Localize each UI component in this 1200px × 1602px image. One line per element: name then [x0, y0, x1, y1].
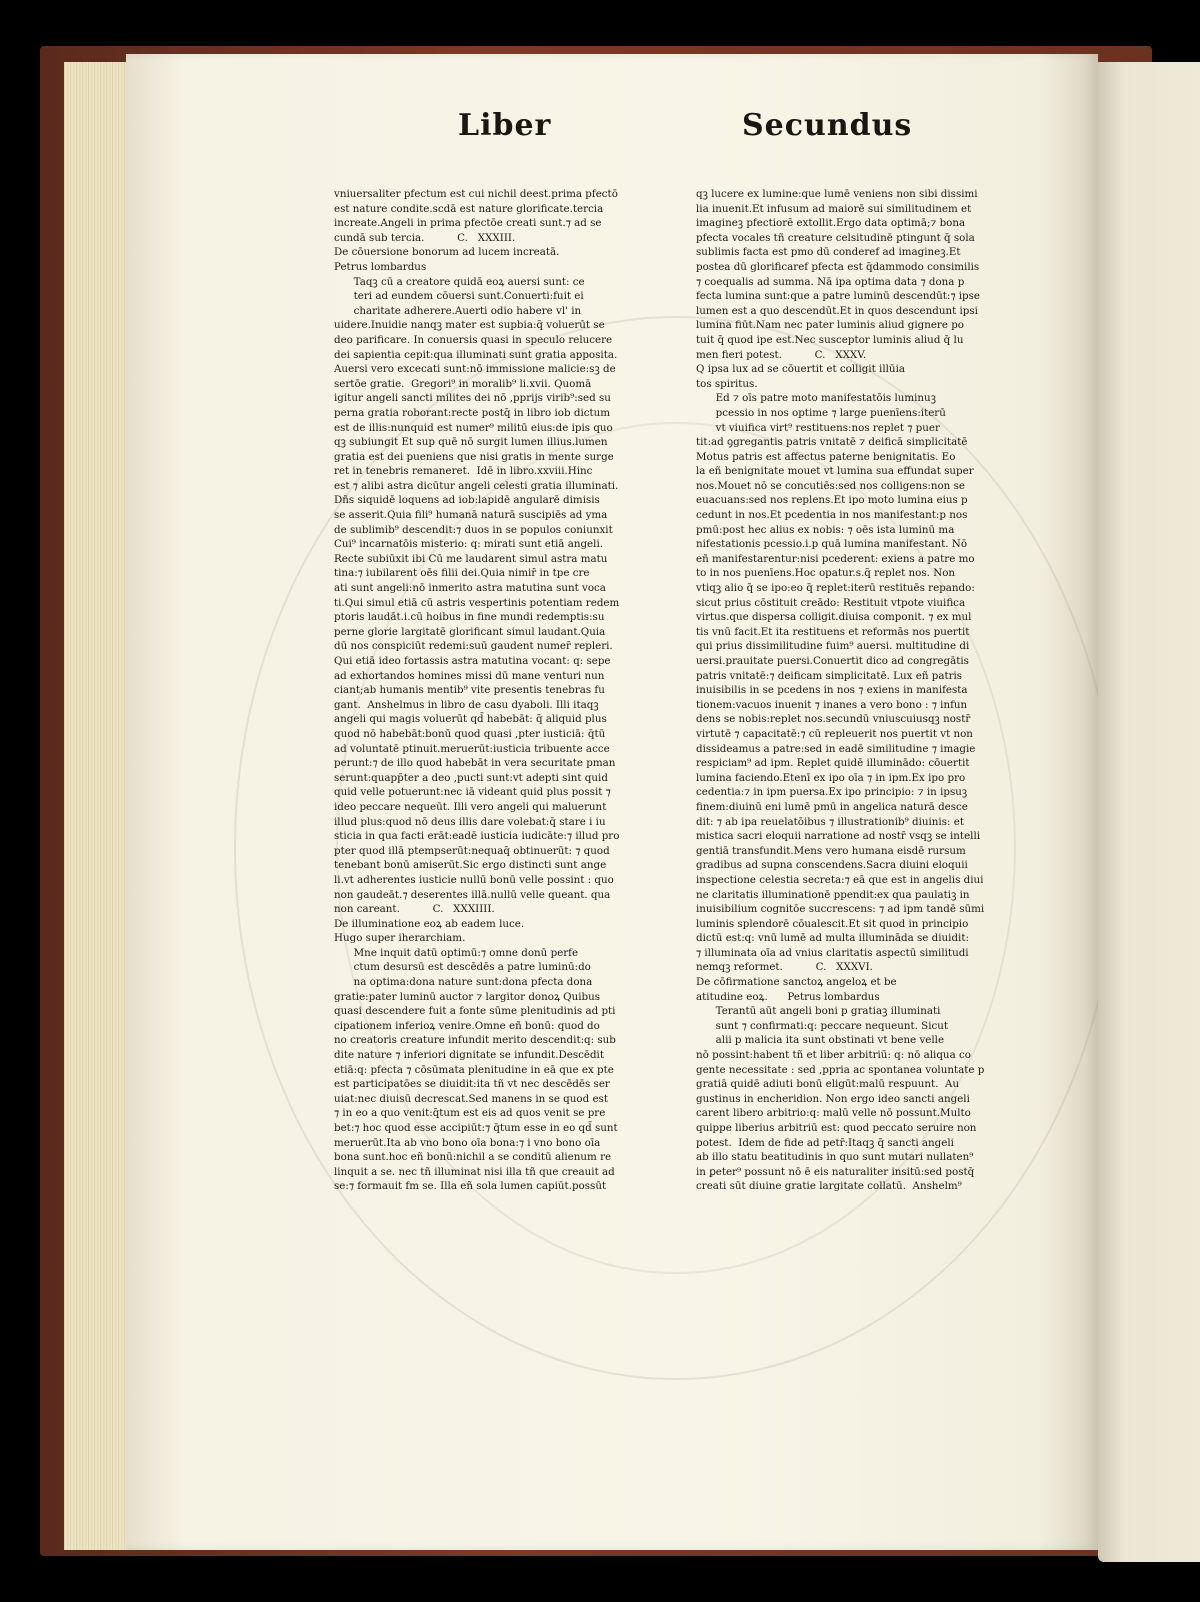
text-column-left: vniuersaliter pfectum est cui nichil deest.prima pfectō est nature condite.scdā est nature glorificate.tercia increate.Angeli in prima pfectōe creati sunt.⁊ ad se cundā sub tercia. C. XXXIII. De cōuersione bonorum ad lucem increatā. Petrus lombardus Taqꝫ cū a creatore quidā eoꝝ auersi sunt: ce teri ad eundem cōuersi sunt.Conuerti:fuit ei charitate adherere.Auerti odio habere vl' in uidere.Inuidie nanqꝫ mater est supbia:q̄ voluerūt se deo parificare. In conuersis quasi in speculo relucere dei sapientia cepit:qua illuminati sunt gratia apposita. Auersi vero excecati sunt:nō immissione malicie:sꝫ de sertōe gratie. Gregori⁹ in moralib⁹ li.xvii. Quomā igitur angeli sancti milites dei nō ,pprijs virib⁹:sed su perna gratia roborant:recte postq̄ in libro iob dictum est de illis:nunquid est numer⁹ militū eius:de ipis quo qꝫ subiungit Et sup quē nō surgit lumen illius.lumen gratia est dei pueniens que nisi gratis in mente surge ret in tenebris remaneret. Idē in libro.xxviii.Hinc est ⁊ alibi astra dicūtur angeli celesti gratia illuminati. Dñs siquidē loquens ad iob:lapidē angularē dimisis se asserit.Quia fili⁹ humanā naturā suscipiēs ad yma de sublimib⁹ descendit:⁊ duos in se populos coniunxit Cui⁹ incarnatōis misterio: q: mirati sunt etiā angeli. Recte subiūxit ibi Cū me laudarent simul astra matu tina:⁊ iubilarent oēs filii dei.Quia nimir̄ in tpe cre ati sunt angeli:nō inmerito astra matutina sunt voca ti.Qui simul etiā cū astris vespertinis potentiam redem ptoris laudāt.i.cū hoibus in fine mundi redemptis:su perne glorie largitatē glorificant simul laudant.Quia dū nos conspiciūt redemi:suū gaudent numer̄ repleri. Qui etiā ideo fortassis astra matutina vocant: q: sepe ad exhortandos homines missi dū mane venturi nun ciant;ab humanis mentib⁹ vite presentis tenebras fu gant. Anshelmus in libro de casu dyaboli. Illi itaqꝫ angeli qui magis voluerūt qd̄ habebāt: q̄ aliquid plus quod nō habebāt:bonū quod quasi ,pter iusticiā: q̄tū ad voluntatē ptinuit.meruerūt:iusticia tribuente acce perunt:⁊ de illo quod habebāt in vera securitate pman serunt:quapp̄ter a deo ,pucti sunt:vt adepti sint quid quid velle potuerunt:nec iā videant quid plus possit ⁊ ideo peccare nequeūt. Illi vero angeli qui maluerunt illud plus:quod nō deus illis dare volebat:q̄ stare i iu sticia in qua facti erāt:eadē iusticia iudicāte:⁊ illud pro pter quod illā ptempserūt:nequaq̄ obtinuerūt: ⁊ quod tenebant bonū amiserūt.Sic ergo distincti sunt ange li.vt adherentes iusticie nullū bonū velle possint : quo non gaudeāt.⁊ deserentes illā.nullū velle queant. qua non careant. C. XXXIIII. De illuminatione eoꝝ ab eadem luce. Hugo super iherarchiam. Mne inquit datū optimū:⁊ omne donū perfe ctum desursū est descēdēs a patre luminū:do na optima:dona nature sunt:dona pfecta dona gratie:pater luminū auctor ⁊ largitor donoꝝ Quibus quasi descendere fuit a fonte sūme plenitudinis ad pti cipationem inferioꝝ venire.Omne eñ bonū: quod do no creatoris creature infundit merito descendit:q: sub dite nature ⁊ inferiori dignitate se infundit.Descēdit etiā:q: pfecta ⁊ cōsūmata plenitudine in eā que ex pte est participatōes se diuidit:ita tñ vt nec descēdēs ser uiat:nec diuisū decrescat.Sed manens in se quod est ⁊ in eo a quo venit:q̄tum est eis ad quos venit se pre bet:⁊ hoc quod esse accipiūt:⁊ q̄tum esse in eo qd̄ sunt meruerūt.Ita ab vno bono oīa bona:⁊ i vno bono oīa bona sunt.hoc eñ bonū:nichil a se conditū alienum re linquit a se. nec tñ illuminat nisi illa tñ que creauit ad se:⁊ formauit fm se. Illa eñ sola lumen capiūt.possūt	[334, 188, 620, 1193]
running-head-left: Liber	[458, 108, 552, 143]
page-edges	[64, 62, 134, 1550]
book-page	[126, 54, 1098, 1550]
running-head-right: Secundus	[742, 108, 913, 143]
facing-page-edge	[1098, 62, 1200, 1562]
text-column-right: qꝫ lucere ex lumine:que lumē veniens non sibi dissimi lia inuenit.Et infusum ad maiorē sui similitudinem et imagineꝫ pfectiorē extollit.Ergo data optimā;⁊ bona pfecta vocales tñ creature celsitudinē ptingunt q̄ sola sublimis facta est pmo dū conderef ad imagineꝫ.Et postea dū glorificaref pfecta est q̄dammodo consimilis ⁊ coequalis ad summa. Nā ipa optima data ⁊ dona p fecta lumina sunt:que a patre luminū descendūt:⁊ ipse lumen est a quo descendūt.Et in quos descendunt ipsi lumina fiūt.Nam nec pater luminis aliud gignere po tuit q̄ quod ipe est.Nec susceptor luminis aliud q̄ lu men fieri potest. C. XXXV. Q ipsa lux ad se cōuertit et colligit illūia tos spiritus. Ed ⁊ oīs patre moto manifestatōis luminuꝫ pcessio in nos optime ⁊ large puenīens:iterū vt viuifica virt⁹ restituens:nos replet ⁊ puer tit:ad ꝯgregantis patris vnitatē ⁊ deificā simplicitatē Motus patris est affectus paterne benignitatis. Eo la eñ benignitate mouet vt lumina sua effundat super nos.Mouet nō se concutiēs:sed nos colligens:non se euacuans:sed nos replens.Et ipo moto lumina eius p cedunt in nos.Et pcedentia in nos manifestant:p nos pmū:post hec alius ex nobis: ⁊ oēs ista luminū ma nifestationis pcessio.i.p quā lumina manifestant. Nō eñ manifestarentur:nisi pcederent: exiens a patre mo to in nos puenīens.Hoc opatur.s.q̄ replet nos. Non vtiqꝫ alio q̄ se ipo:eo q̄ replet:iterū restituēs repando: sicut prius cōstituit creādo: Restituit vtpote viuifica virtus.que dispersa colligit.diuisa componit. ⁊ ex mul tis vnū facit.Et ita restituens et reformās nos puertit qui prius dissimilitudine fuim⁹ auersi. multitudine di uersi.prauitate puersi.Conuertit dico ad congregātis patris vnitatē:⁊ deificam simplicitatē. Lux eñ patris inuisibilis in se pcedens in nos ⁊ exiens in manifesta tionem:vacuos inuenit ⁊ inanes a vero bono : ⁊ infun dens se nobis:replet nos.secundū vniuscuiusqꝫ nostr̄ virtutē ⁊ capacitatē:⁊ cū repleuerit nos puertit vt non dissideamus a patre:sed in eadē similitudine ⁊ imagie respiciam⁹ ad ipm. Replet quidē illuminādo: cōuertit lumina faciendo.Etenī ex ipo oīa ⁊ in ipm.Ex ipo pro cedentia:⁊ in ipm puersa.Ex ipo principio: ⁊ in ipsuꝫ finem:diuinū eni lumē pmū in angelica naturā desce dit: ⁊ ab ipa reuelatōibus ⁊ illustrationib⁹ diuinis: et mistica sacri eloquii narratione ad nostr̄ vsqꝫ se intelli gentiā transfundit.Mens vero humana eisdē rursum gradibus ad supna conscendens.Sacra diuini eloquii inspectione celestia secreta:⁊ eā que est in angelis diui ne claritatis illuminationē ppendit:ex qua paulatiꝫ in inuisibilium cognitōe succrescens: ⁊ ad ipm tandē sūmi luminis splendorē cōualescit.Et sit quod in principio dictū est:q: vnū lumē ad multa illumināda se diuidit: ⁊ illuminata oīa ad vnius claritatis aspectū similitudi nemqꝫ reformet. C. XXXVI. De cōfirmatione sanctoꝝ angeloꝝ et be atitudine eoꝝ. Petrus lombardus Terantū aūt angeli boni p gratiaꝫ illuminati sunt ⁊ confirmati:q: peccare nequeunt. Sicut alii p malicia ita sunt obstinati vt bene velle nō possint:habent tñ et liber arbitriū: q: nō aliqua co gente necessitate : sed ,ppria ac spontanea voluntate p gratiā quidē adiuti bonū eligūt:malū respuunt. Au gustinus in encheridion. Non ergo ideo sancti angeli carent libero arbitrio:q: malū velle nō possunt.Multo quippe liberius arbitriū est: quod peccato seruire non potest. Idem de fide ad petr̄:Itaqꝫ q̄ sancti angeli ab illo statu beatitudinis in quo sunt mutari nullaten⁹ in ꝑeter⁹ possunt nō ē eis naturaliter insitū:sed postq̄ creati sūt diuine gratie largitate collatū. Anshelm⁹	[696, 188, 985, 1193]
